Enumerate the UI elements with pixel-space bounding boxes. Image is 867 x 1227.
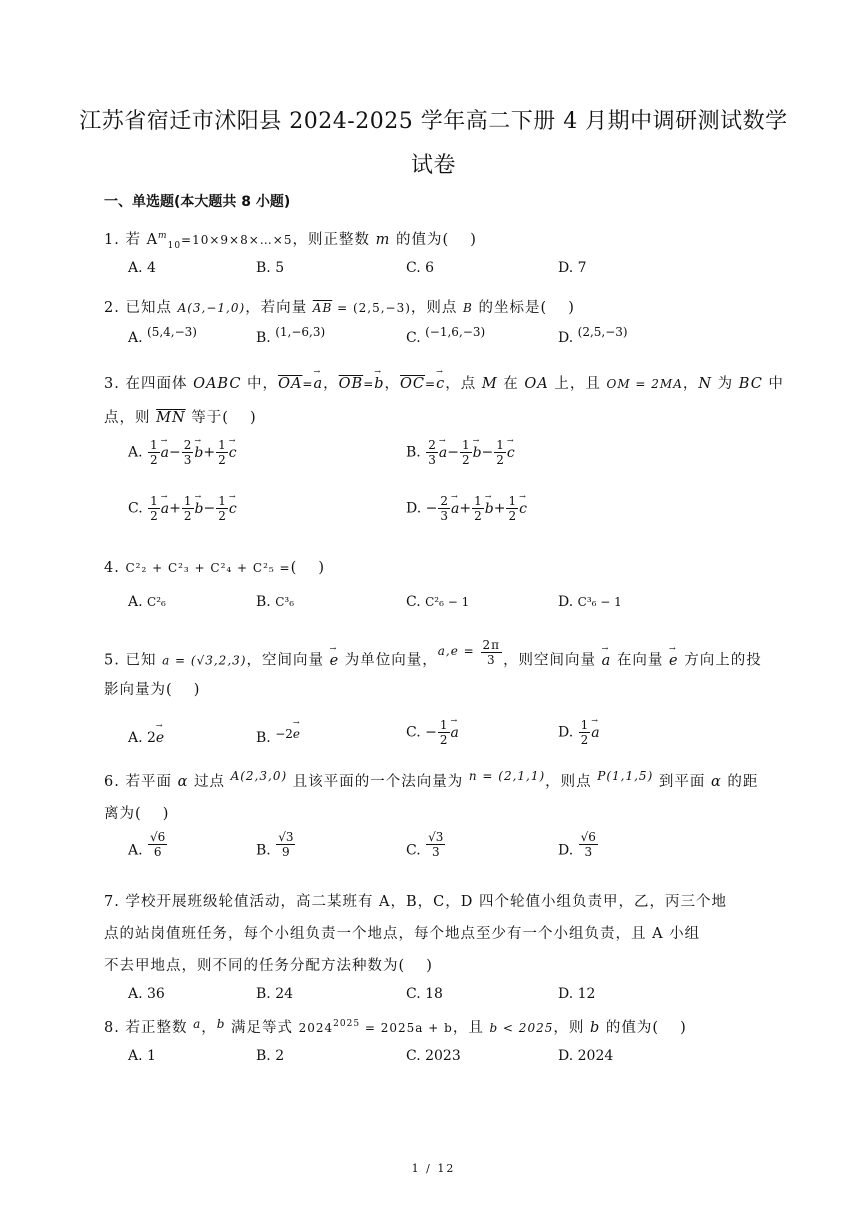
question-3-stem-line1: 3. 在四面体 OABC 中，$\overline{OA}=\to a$，$\overline{OB}=\to b$，$\overline{OC}=\to c$，点 M 在 OA 上，且 OM = 2MA，N 为 BC 中 [104, 372, 784, 393]
q2-option-b: B. (1,−6,3) [256, 325, 326, 346]
q4-option-b: B. C³₆ [256, 594, 295, 610]
question-4-stem: 4. C²₂ + C²₃ + C²₄ + C²₅ =( ) [104, 560, 326, 576]
q8-option-a: A. 1 [128, 1048, 156, 1064]
q3-option-c: C. $\frac{1}{2}$ → a+ $\frac{1}{2}$ → b− $\frac{1}{2}$ → c [128, 494, 237, 523]
q1-option-d: D. 7 [558, 260, 587, 276]
section-heading: 一、单选题(本大题共 8 小题) [104, 194, 291, 210]
question-3-stem-line2: 点，则 $\overline{MN}$ 等于( ) [104, 410, 257, 426]
q5-option-c: C. − $\frac{1}{2}$ → a [406, 718, 459, 747]
q7-option-b: B. 24 [256, 986, 294, 1002]
question-7-stem-line3: 不去甲地点，则不同的任务分配方法种数为( ) [104, 958, 433, 974]
q4-option-c: C. C²₆ − 1 [406, 594, 470, 610]
page-title: 江苏省宿迁市沭阳县 2024-2025 学年高二下册 4 月期中调研测试数学 [79, 109, 788, 134]
question-7-stem-line1: 7. 学校开展班级轮值活动，高二某班有 A，B，C，D 四个轮值小组负责甲，乙，丙三个地 [104, 894, 728, 910]
q1-option-c: C. 6 [406, 260, 435, 276]
q4-option-d: D. C³₆ − 1 [558, 594, 622, 610]
q3-option-d: D. − $\frac{2}{3}$ → a+ $\frac{1}{2}$ → b+ $\frac{1}{2}$ → c [406, 494, 527, 523]
q3-option-a: A. $\frac{1}{2}$ → a− $\frac{2}{3}$ → b+ $\frac{1}{2}$ → c [128, 438, 237, 467]
q5-option-a: A. 2→ e [128, 730, 164, 746]
q8-option-b: B. 2 [256, 1048, 285, 1064]
q6-option-a: A. $\frac{√6}{6}$ [128, 830, 166, 859]
q7-option-a: A. 36 [128, 986, 165, 1002]
question-1-stem: 1. 若 $A^m_{10}=10\times 9\times 8\times\dots\times 5$，则正整数 m 的值为( ) [104, 231, 477, 251]
q6-option-c: C. $\frac{√3}{3}$ [406, 830, 444, 859]
q6-option-b: B. $\frac{√3}{9}$ [256, 830, 294, 859]
question-8-stem: 8. 若正整数 $^a$，$^b$ 满足等式 $2024^{2025} = 2025a + b$，且 b < 2025，则 b 的值为( ) [104, 1017, 687, 1036]
page-number: 1 / 12 [411, 1162, 456, 1175]
q8-option-c: C. 2023 [406, 1048, 461, 1064]
q5-option-d: D. $\frac{1}{2}$ → a [558, 718, 600, 747]
question-6-stem-line2: 离为( ) [104, 806, 170, 822]
question-5-stem-line1: 5. 已知 a = (√3,2,3)，空间向量 → e 为单位向量，$^{a,e =}$ $\frac{2\pi}{3}$ ，则空间向量 → a 在向量 → e 方向上的投 [104, 646, 762, 675]
question-6-stem-line1: 6. 若平面 α 过点 $^{A(2,3,0)}$ 且该平面的一个法向量为 $^{n = (2,1,1)}$，则点 $^{P(1,1,5)}$ 到平面 α 的距 [104, 769, 759, 790]
question-7-stem-line2: 点的站岗值班任务，每个小组负责一个地点，每个地点至少有一个小组负责，且 A 小组 [104, 926, 701, 942]
q2-option-a: A. (5,4,−3) [128, 325, 197, 346]
q7-option-c: C. 18 [406, 986, 443, 1002]
q2-option-d: D. (2,5,−3) [558, 325, 628, 346]
q7-option-d: D. 12 [558, 986, 596, 1002]
q8-option-d: D. 2024 [558, 1048, 614, 1064]
page-title-cont: 试卷 [410, 153, 456, 178]
q1-option-b: B. 5 [256, 260, 285, 276]
q5-option-b: B. −2→ e [256, 730, 300, 746]
q4-option-a: A. C²₆ [128, 594, 166, 610]
question-2-stem: 2. 已知点 A(3,−1,0)，若向量 $\overline{AB} = (2,5,-3)$，则点 B 的坐标是( ) [104, 300, 575, 316]
q6-option-d: D. $\frac{√6}{3}$ [558, 830, 596, 859]
q3-option-b: B. $\frac{2}{3}$ → a− $\frac{1}{2}$ → b− $\frac{1}{2}$ → c [406, 438, 515, 467]
q2-option-c: C. (−1,6,−3) [406, 325, 486, 346]
q1-option-a: A. 4 [128, 260, 156, 276]
question-5-stem-line2: 影向量为( ) [104, 682, 201, 698]
